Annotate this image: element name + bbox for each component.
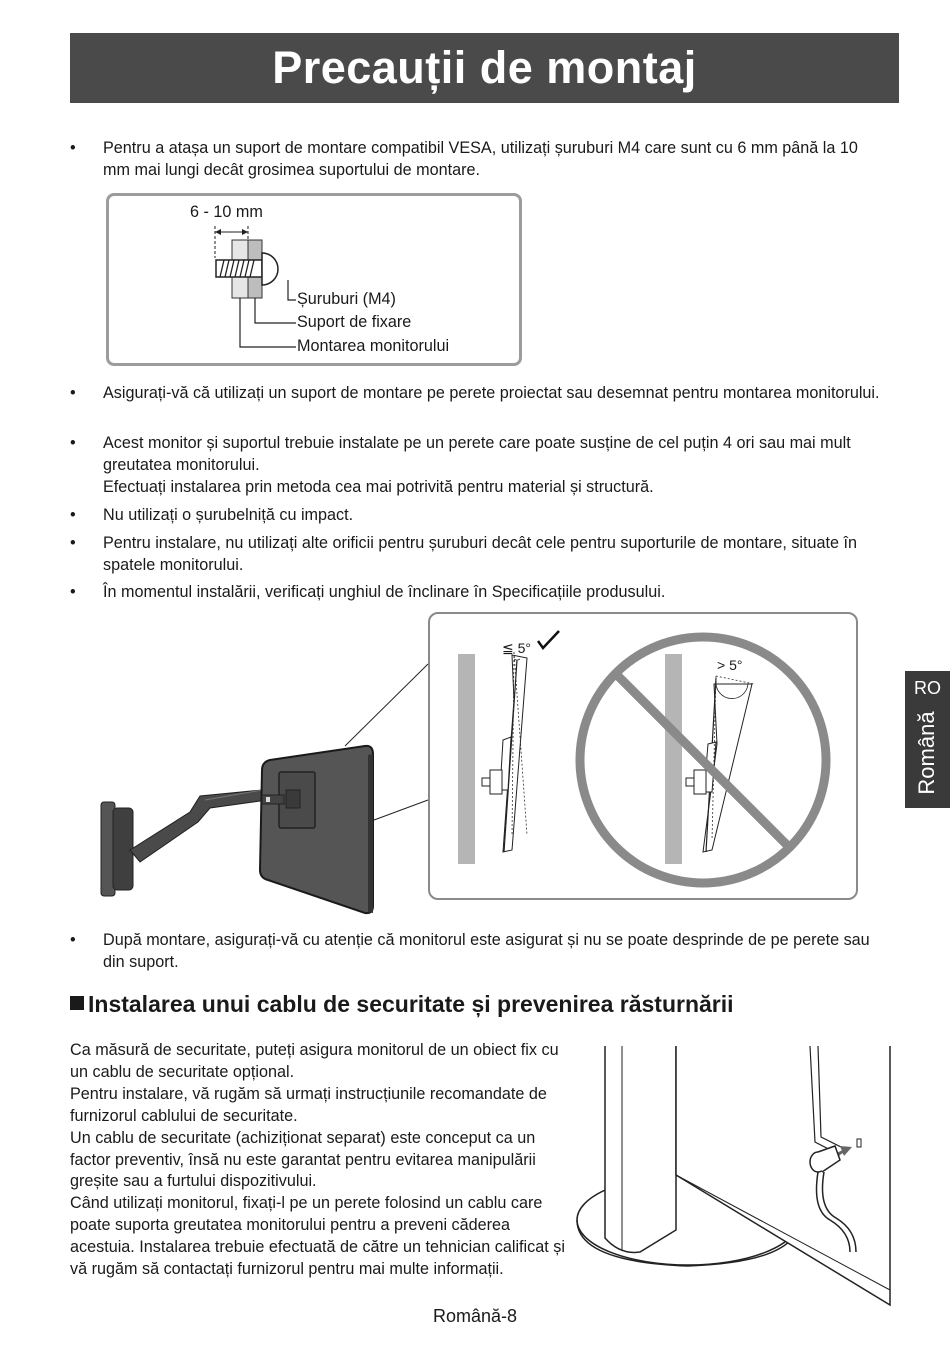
monitor-mount-label: Montarea monitorului	[297, 337, 450, 355]
page-number: Română-8	[432, 1306, 518, 1326]
dimension-label: 6 - 10 mm	[190, 203, 263, 221]
bullet-text: Asigurați-vă că utilizați un suport de montare pe perete proiectat sau desemnat pentru montarea monitorului.	[103, 384, 880, 402]
bullet-text-continued: Efectuați instalarea prin metoda cea mai potrivită pentru material și structură.	[103, 478, 654, 496]
language-tab	[905, 671, 950, 808]
paragraph: Pentru instalare, vă rugăm să urmați instrucțiunile recomandate de furnizorul cablului de securitate.	[70, 1084, 547, 1125]
language-name: Română	[914, 711, 939, 795]
paragraph: Ca măsură de securitate, puteți asigura monitorul de un obiect fix cu un cablu de securitate opțional.	[70, 1041, 559, 1081]
bullet-dot: •	[70, 434, 76, 452]
bullet-text: În momentul instalării, verificați unghiul de înclinare în Specificațiile produsului.	[103, 583, 666, 601]
bullet-dot: •	[70, 506, 76, 524]
paragraph: Un cablu de securitate (achiziționat separat) este conceput ca un factor preventiv, însă nu este garantat pentru evitarea manipulării greșite sau a furtului dispozitivului.	[70, 1128, 536, 1191]
language-code: RO	[914, 678, 941, 698]
screws-label: Șuruburi (M4)	[297, 290, 396, 308]
bullet-text: Pentru instalare, nu utilizați alte orificii pentru șuruburi decât cele pentru suporturile de montare, situate în spatele monitorului.	[103, 534, 858, 574]
section-heading-text: Instalarea unui cablu de securitate și prevenirea răsturnării	[88, 991, 734, 1017]
bullet-dot: •	[70, 534, 76, 552]
bullet-text: Acest monitor și suportul trebuie instalate pe un perete care poate susține de cel puțin 4 ori sau mai mult greutatea monitorului.	[103, 434, 851, 474]
paragraph: Când utilizați monitorul, fixați-l pe un perete folosind un cablu care poate suporta greutatea monitorului pentru a preveni căderea acestuia. Instalarea trebuie efectuată de către un tehnician calificat și vă rugăm să contactați furnizorul pentru mai multe informații.	[70, 1194, 565, 1279]
bullet-dot: •	[70, 931, 76, 949]
bullet-text: După montare, asigurați-vă cu atenție că monitorul este asigurat și nu se poate desprinde de pe perete sau din suport.	[103, 931, 870, 971]
bullet-dot: •	[70, 384, 76, 402]
tilt-ok-label: ≦ 5°	[502, 640, 532, 656]
bullet-dot: •	[70, 583, 76, 601]
bracket-label: Suport de fixare	[297, 313, 412, 331]
tilt-ng-label: > 5°	[717, 657, 743, 673]
bullet-dot: •	[70, 139, 76, 157]
bullet-text: Pentru a atașa un suport de montare compatibil VESA, utilizați șuruburi M4 care sunt cu 6 mm până la 10 mm mai lungi decât grosimea suportului de montare.	[103, 139, 858, 179]
bullet-text: Nu utilizați o șurubelniță cu impact.	[103, 506, 354, 524]
page-title: Precauții de montaj	[272, 42, 697, 93]
